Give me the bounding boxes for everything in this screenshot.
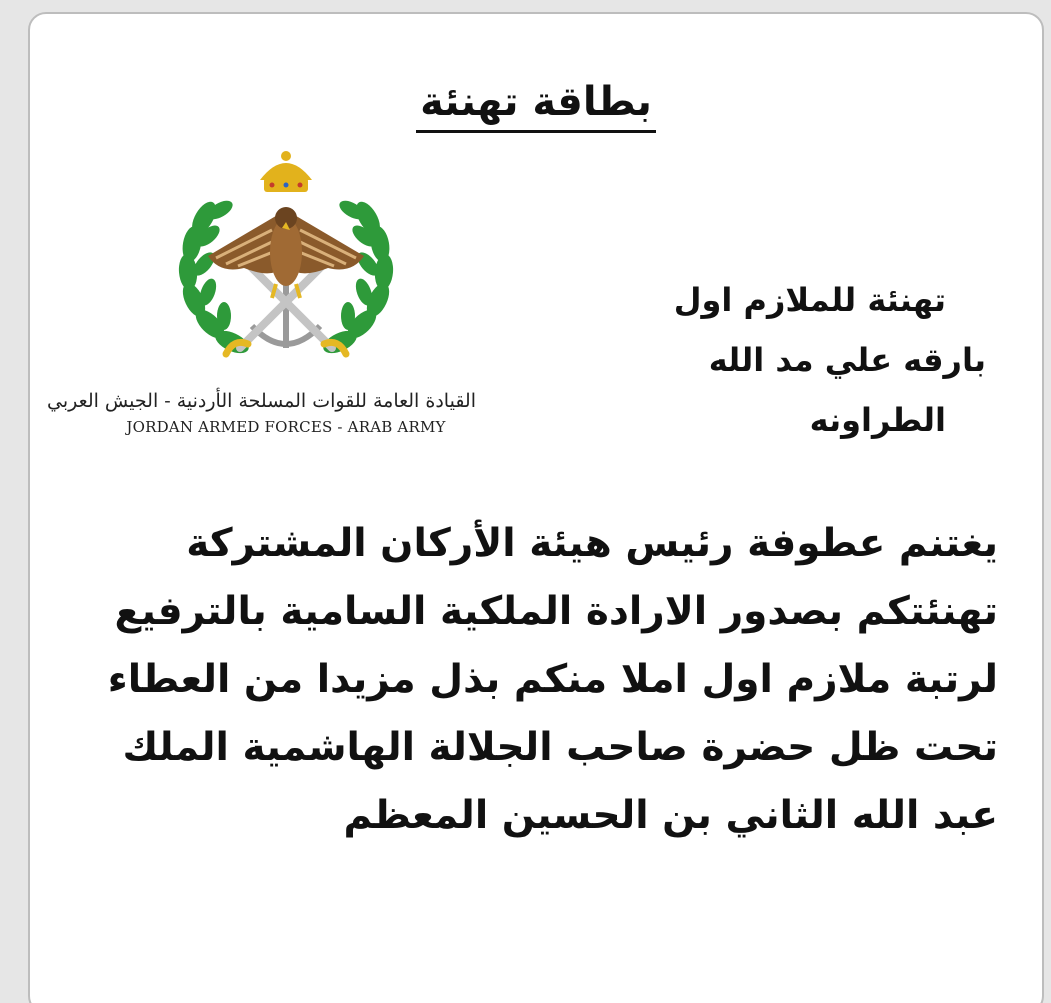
card-title-text: بطاقة تهنئة [416, 78, 656, 133]
message-line: لرتبة ملازم اول املا منكم بذل مزيدا من العطاء [107, 657, 998, 702]
wreath-right-icon [320, 197, 395, 358]
org-name-arabic: القيادة العامة للقوات المسلحة الأردنية - الجيش العربي [47, 390, 476, 412]
recipient-line-1: تهنئة للملازم اول [673, 281, 946, 319]
recipient-line-2: بارقه علي مد الله [708, 341, 986, 379]
message-line: تهنئتكم بصدور الارادة الملكية السامية بالترفيع [114, 589, 998, 634]
message-line: يغتنم عطوفة رئيس هيئة الأركان المشتركة [186, 521, 998, 566]
wreath-left-icon [177, 197, 252, 358]
greeting-card [28, 12, 1044, 1003]
org-name-english: JORDAN ARMED FORCES - ARAB ARMY [126, 418, 446, 436]
falcon-icon [208, 207, 364, 298]
congratulation-message [90, 510, 998, 850]
crown-icon [260, 151, 312, 192]
recipient-line-3: الطراونه [809, 401, 946, 439]
recipient-block [626, 270, 986, 450]
message-line: تحت ظل حضرة صاحب الجلالة الهاشمية الملك [122, 725, 998, 770]
jordan-armed-forces-emblem-icon [168, 148, 404, 384]
card-title [30, 78, 1042, 133]
military-emblem [47, 144, 476, 444]
anchor-icon [252, 278, 320, 348]
message-line: عبد الله الثاني بن الحسين المعظم [343, 793, 998, 838]
